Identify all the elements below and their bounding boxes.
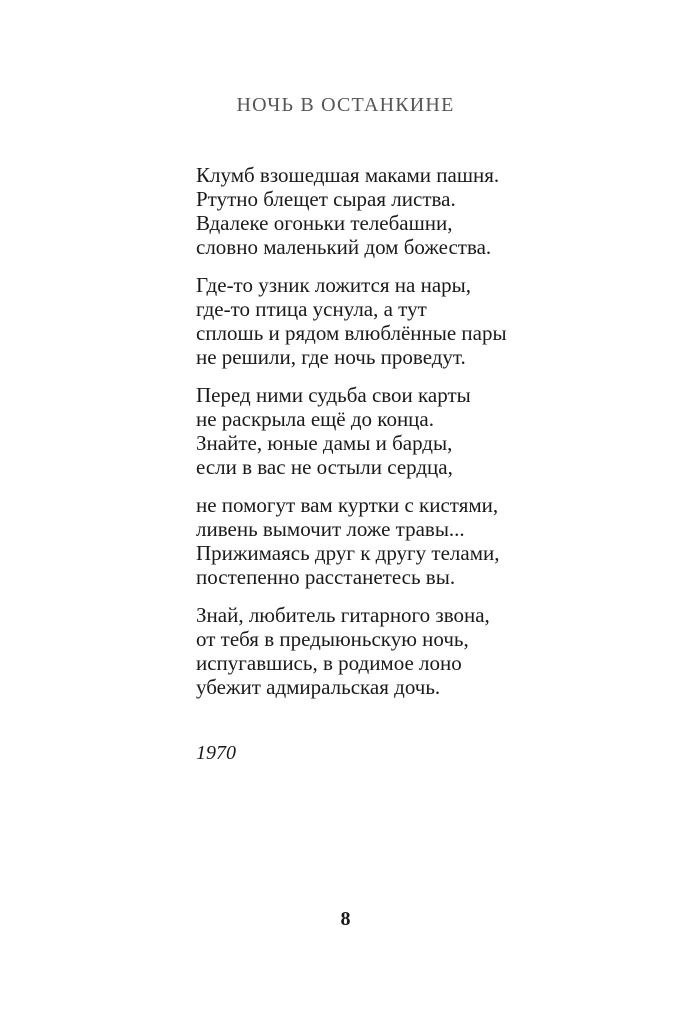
poem-line: если в вас не остыли сердца, xyxy=(196,455,453,479)
poem-line: Клумб взошедшая маками пашня. xyxy=(196,163,500,187)
poem-title: НОЧЬ В ОСТАНКИНЕ xyxy=(236,94,455,116)
poem-line: от тебя в предыюньскую ночь, xyxy=(196,627,469,651)
stanza xyxy=(196,493,596,589)
poem-line: Прижимаясь друг к другу телами, xyxy=(196,541,500,565)
poem-line: словно маленький дом божества. xyxy=(196,235,492,259)
poem-line: Знайте, юные дамы и барды, xyxy=(196,431,453,455)
poem-line: Ртутно блещет сырая листва. xyxy=(196,187,456,211)
poem-body xyxy=(196,163,596,713)
stanza xyxy=(196,603,596,699)
page-number: 8 xyxy=(340,908,351,930)
stanza xyxy=(196,273,596,369)
poem-line: убежит адмиральская дочь. xyxy=(196,675,441,699)
stanza xyxy=(196,383,596,479)
poem-line: не решили, где ночь проведут. xyxy=(196,345,466,369)
poem-date: 1970 xyxy=(196,742,236,764)
poem-line: Вдалеке огоньки телебашни, xyxy=(196,211,453,235)
poem-line: не раскрыла ещё до конца. xyxy=(196,407,434,431)
poem-line: ливень вымочит ложе травы... xyxy=(196,517,465,541)
poem-line: сплошь и рядом влюблённые пары xyxy=(196,321,507,345)
poem-line: Знай, любитель гитарного звона, xyxy=(196,603,490,627)
poem-line: не помогут вам куртки с кистями, xyxy=(196,493,499,517)
poem-line: испугавшись, в родимое лоно xyxy=(196,651,462,675)
poem-line: Где-то узник ложится на нары, xyxy=(196,273,472,297)
stanza xyxy=(196,163,596,259)
poem-line: Перед ними судьба свои карты xyxy=(196,383,471,407)
poem-line: где-то птица уснула, а тут xyxy=(196,297,427,321)
poem-line: постепенно расстанетесь вы. xyxy=(196,565,456,589)
